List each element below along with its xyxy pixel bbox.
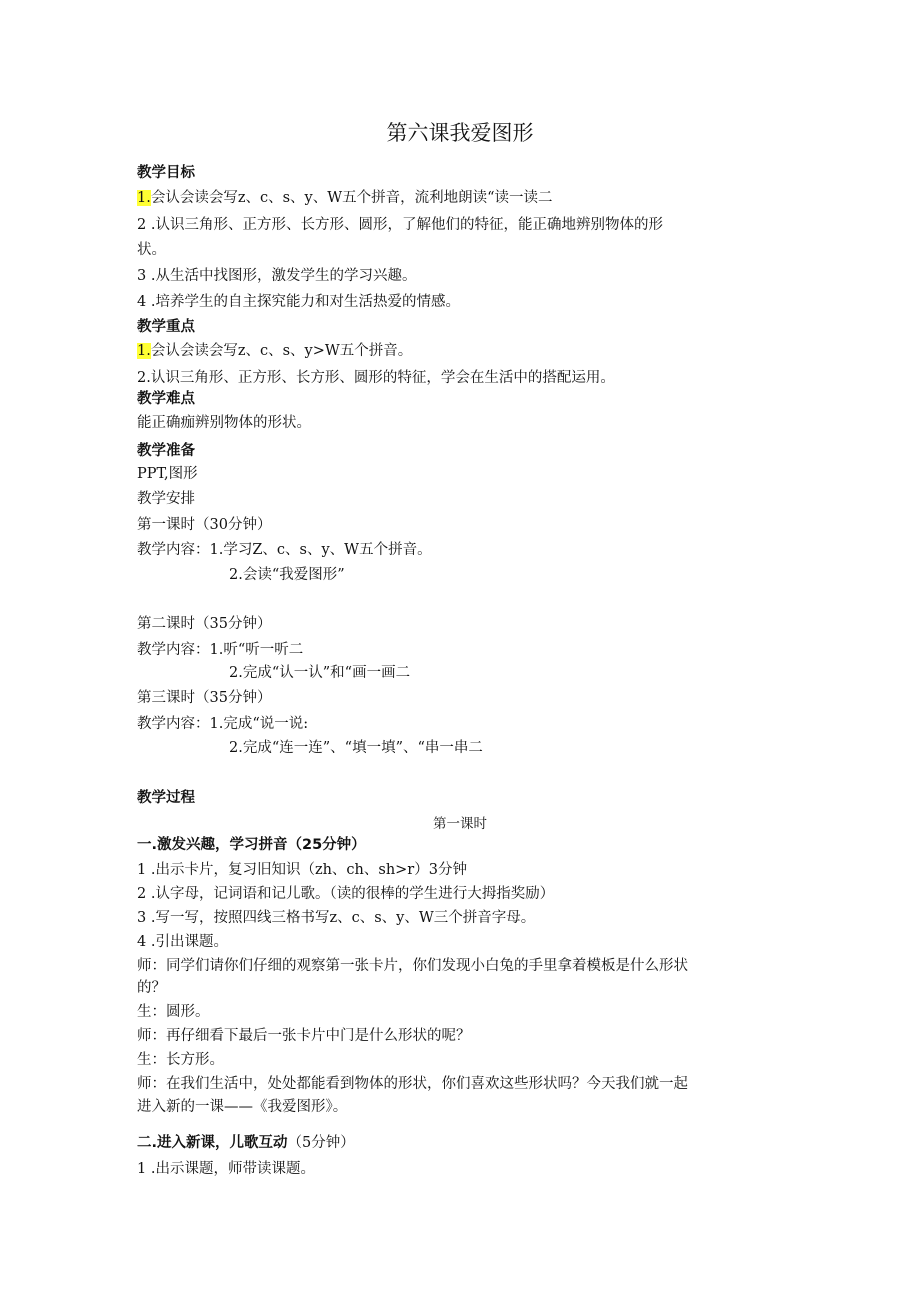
- dialogue-1-line1: 师：同学们请你们仔细的观察第一张卡片，你们发现小白兔的手里拿着模板是什么形状: [137, 958, 688, 974]
- section2-heading-rest: （5分钟）: [287, 1135, 355, 1151]
- section1-item-4: 4 .引出课题。: [137, 934, 228, 950]
- dialogue-5-line2: 进入新的一课——《我爱图形》。: [137, 1099, 348, 1115]
- goals-item-2-line2: 状。: [137, 242, 166, 258]
- preparation-heading: 教学准备: [137, 443, 195, 459]
- page-title: 第六课我爱图形: [386, 121, 534, 145]
- section2-item-1: 1 .出示课题，师带读课题。: [137, 1161, 315, 1177]
- lesson1-title: 第一课时（30分钟）: [137, 517, 272, 533]
- goals-item-1-text: 会认会读会写z、c、s、y、W五个拼音，流利地朗读“读一读二: [150, 190, 553, 206]
- lesson2-content-1: 教学内容：1.听“听一听二: [137, 642, 304, 658]
- goals-item-2-line1: 2 .认识三角形、正方形、长方形、圆形，了解他们的特征，能正确地辨别物体的形: [137, 217, 663, 233]
- highlighted-number: 1.: [137, 190, 151, 206]
- section1-item-1: 1 .出示卡片，复习旧知识（zh、ch、sh>r）3分钟: [137, 862, 467, 878]
- lesson3-content-2: 2.完成“连一连”、“填一填”、“串一串二: [229, 740, 483, 756]
- section1-item-3: 3 .写一写，按照四线三格书写z、c、s、y、W三个拼音字母。: [137, 910, 536, 926]
- goals-item-4: 4 .培养学生的自主探究能力和对生活热爱的情感。: [137, 294, 460, 310]
- dialogue-1-line2: 的？: [137, 980, 166, 996]
- lesson1-content-1: 教学内容：1.学习Z、c、s、y、W五个拼音。: [137, 542, 432, 558]
- preparation-text: PPT,图形: [137, 466, 198, 482]
- dialogue-4: 生：长方形。: [137, 1052, 224, 1068]
- goals-item-3: 3 .从生活中找图形，激发学生的学习兴趣。: [137, 268, 417, 284]
- dialogue-5-line1: 师：在我们生活中，处处都能看到物体的形状，你们喜欢这些形状吗？今天我们就一起: [137, 1076, 688, 1092]
- key-points-heading: 教学重点: [137, 319, 195, 335]
- difficulties-heading: 教学难点: [137, 391, 195, 407]
- dialogue-2: 生：圆形。: [137, 1004, 210, 1020]
- key-points-item-1-text: 会认会读会写z、c、s、y>W五个拼音。: [150, 343, 413, 359]
- lesson3-content-1: 教学内容：1.完成“说一说:: [137, 716, 309, 732]
- process-heading: 教学过程: [137, 790, 195, 806]
- dialogue-3: 师：再仔细看下最后一张卡片中门是什么形状的呢？: [137, 1028, 471, 1044]
- section2-heading-bold: 二.进入新课，儿歌互动: [137, 1135, 288, 1151]
- key-points-item-2: 2.认识三角形、正方形、长方形、圆形的特征，学会在生活中的搭配运用。: [137, 370, 615, 386]
- lesson3-title: 第三课时（35分钟）: [137, 690, 272, 706]
- highlighted-number: 1.: [137, 343, 151, 359]
- section2-heading: [137, 1133, 355, 1153]
- period-label: 第一课时: [433, 816, 487, 832]
- section1-heading: 一.激发兴趣，学习拼音（25分钟）: [137, 837, 366, 853]
- goals-heading: 教学目标: [137, 165, 195, 181]
- section1-item-2: 2 .认字母，记词语和记儿歌。（读的很棒的学生进行大拇指奖励）: [137, 886, 555, 902]
- key-points-item-1: [137, 341, 412, 361]
- goals-item-1: [137, 188, 553, 208]
- difficulties-text: 能正确痂辨别物体的形状。: [137, 415, 311, 431]
- lesson2-content-2: 2.完成“认一认”和“画一画二: [229, 665, 411, 681]
- lesson1-content-2: 2.会读“我爱图形”: [229, 567, 345, 583]
- arrangement-heading: 教学安排: [137, 491, 195, 507]
- lesson2-title: 第二课时（35分钟）: [137, 616, 272, 632]
